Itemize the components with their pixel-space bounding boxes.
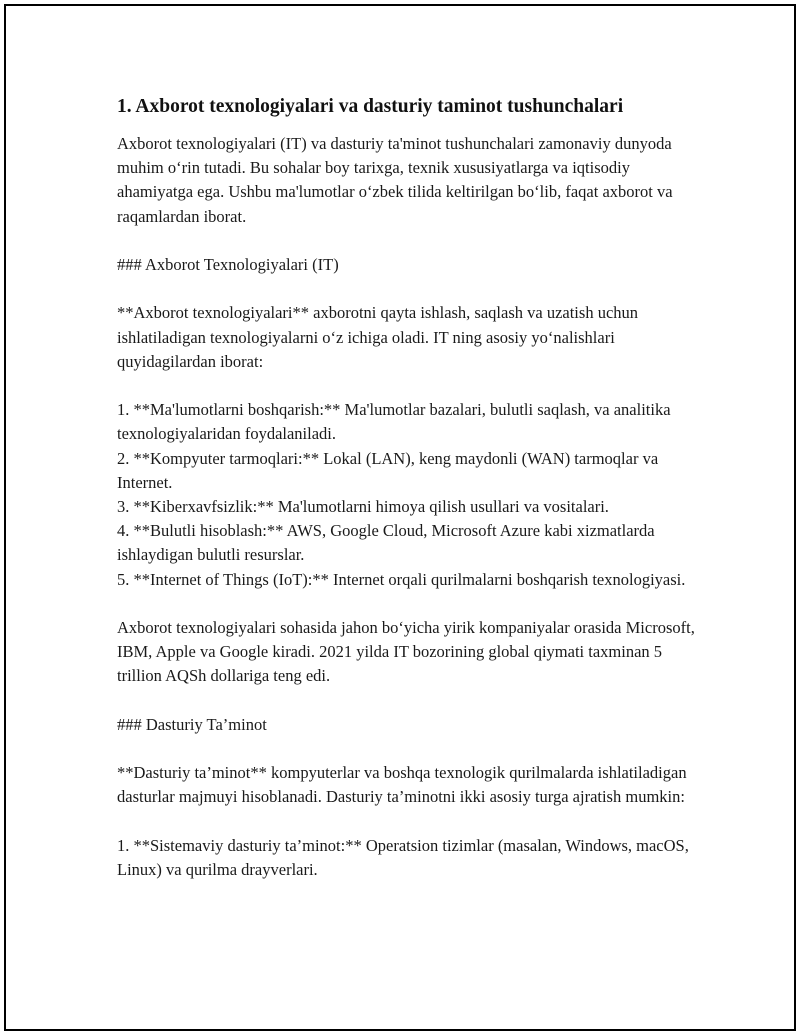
paragraph-gap: [117, 374, 697, 398]
list-item: 2. **Kompyuter tarmoqlari:** Lokal (LAN), keng maydonli (WAN) tarmoqlar va Internet.: [117, 448, 659, 492]
paragraph-gap: [117, 810, 697, 834]
paragraph-gap: [117, 277, 697, 301]
list-item: 5. **Internet of Things (IoT):** Internet orqali qurilmalarni boshqarish texnologiyasi.: [117, 569, 686, 589]
paragraph-gap: [117, 229, 697, 253]
software-definition-paragraph: **Dasturiy ta’minot** kompyuterlar va boshqa texnologik qurilmalarda ishlatiladigan dasturlar majmuyi hisoblanadi. Dasturiy ta’minotni ikki asosiy turga ajratish mumkin:: [117, 763, 687, 807]
list-item: 1. **Ma'lumotlarni boshqarish:** Ma'lumotlar bazalari, bulutli saqlash, va analitika texnologiyalaridan foydalaniladi.: [117, 400, 671, 444]
document-title: 1. Axborot texnologiyalari va dasturiy taminot tushunchalari: [117, 96, 624, 117]
list-item: 3. **Kiberxavfsizlik:** Ma'lumotlarni himoya qilish usullari va vositalari.: [117, 497, 609, 516]
intro-paragraph: Axborot texnologiyalari (IT) va dasturiy ta'minot tushunchalari zamonaviy dunyoda muhim o‘rin tutadi. Bu sohalar boy tarixga, texnik xususiyatlarga va iqtisodiy ahamiyatga ega. Ushbu ma'lumotlar o‘zbek tilida keltirilgan bo‘lib, faqat axborot va raqamlardan iborat.: [117, 134, 673, 226]
it-companies-paragraph: Axborot texnologiyalari sohasida jahon bo‘yicha yirik kompaniyalar orasida Microsoft, IBM, Apple va Google kiradi. 2021 yilda IT bozorining global qiymati taxminan 5 trillion AQSh dollariga teng edi.: [117, 618, 695, 686]
paragraph-gap: [117, 689, 697, 713]
section-heading-software: ### Dasturiy Ta’minot: [117, 714, 267, 734]
section-heading-it: ### Axborot Texnologiyalari (IT): [117, 255, 339, 274]
document-body: [117, 94, 697, 882]
list-item: 1. **Sistemaviy dasturiy ta’minot:** Operatsion tizimlar (masalan, Windows, macOS, Linux) va qurilma drayverlari.: [117, 835, 689, 879]
it-definition-paragraph: **Axborot texnologiyalari** axborotni qayta ishlash, saqlash va uzatish uchun ishlatiladigan texnologiyalarni o‘z ichiga oladi. IT ning asosiy yo‘nalishlari quyidagilardan iborat:: [117, 303, 639, 371]
list-item: 4. **Bulutli hisoblash:** AWS, Google Cloud, Microsoft Azure kabi xizmatlarda ishlaydigan bulutli resurslar.: [117, 521, 655, 565]
paragraph-gap: [117, 737, 697, 761]
paragraph-gap: [117, 592, 697, 616]
